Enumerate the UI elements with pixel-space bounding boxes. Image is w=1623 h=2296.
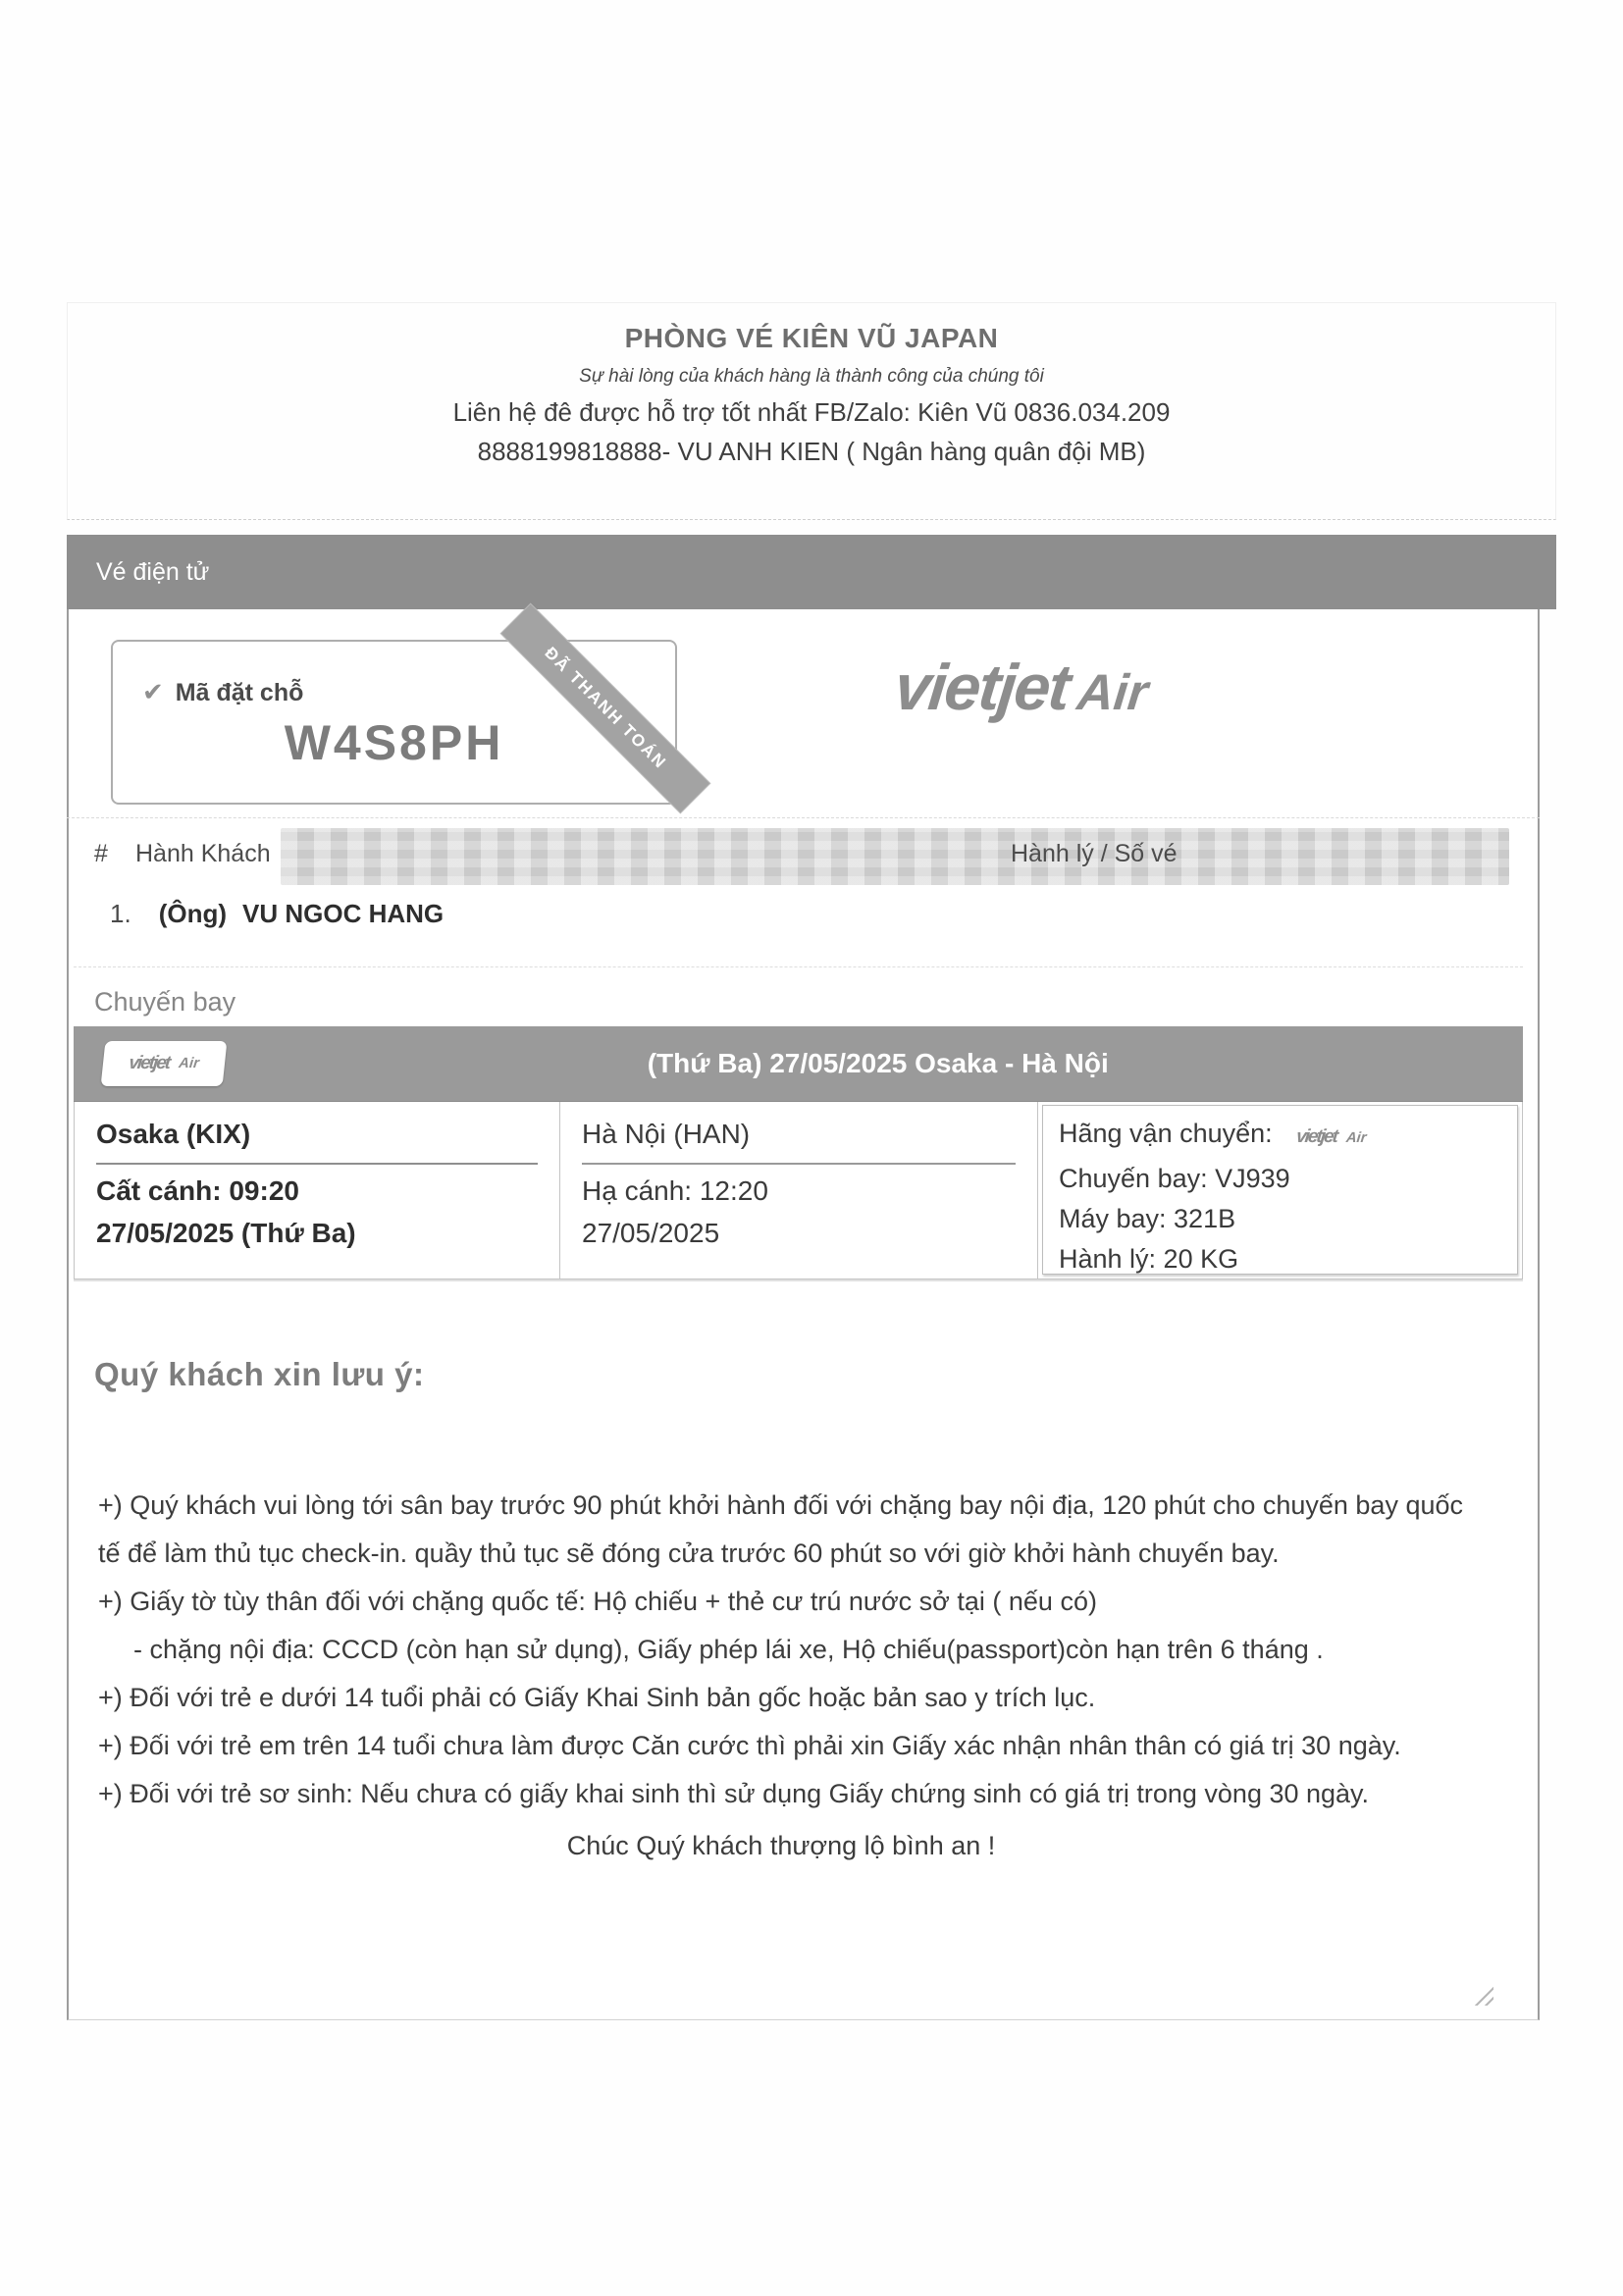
note-item: +) Đối với trẻ e dưới 14 tuổi phải có Giấy Khai Sinh bản gốc hoặc bản sao y trích lục. xyxy=(98,1683,1096,1712)
aircraft-type: Máy bay: 321B xyxy=(1059,1204,1236,1233)
passenger-index: 1. xyxy=(110,899,131,928)
passenger-row xyxy=(110,899,444,929)
arrival-time: Hạ cánh: 12:20 xyxy=(582,1175,768,1206)
eticket-title: Vé điện tử xyxy=(96,558,210,586)
vietjet-carrier-logo: vietjet Air xyxy=(1294,1126,1367,1147)
booking-code-label-row xyxy=(142,677,303,707)
paid-ribbon: ĐÃ THANH TOÁN xyxy=(500,603,711,814)
carrier-cell xyxy=(1038,1101,1522,1278)
passenger-title: (Ông) xyxy=(158,899,227,928)
arrival-date: 27/05/2025 xyxy=(582,1218,720,1248)
flight-table-header xyxy=(74,1026,1523,1101)
flight-table xyxy=(74,1026,1523,1279)
passenger-col-hash: # xyxy=(94,840,108,867)
vietjet-logo xyxy=(891,650,1152,724)
arrival-divider xyxy=(582,1163,1016,1165)
carrier-label: Hãng vận chuyển: xyxy=(1059,1119,1273,1148)
carrier-details-card xyxy=(1042,1105,1518,1275)
redacted-strip xyxy=(281,828,1509,885)
check-icon: ✔ xyxy=(142,677,164,706)
departure-time: Cất cánh: 09:20 xyxy=(96,1175,299,1206)
departure-cell xyxy=(75,1101,560,1278)
departure-date: 27/05/2025 (Thứ Ba) xyxy=(96,1218,356,1248)
arrival-city: Hà Nội (HAN) xyxy=(582,1119,751,1149)
agency-bank-line: 8888199818888- VU ANH KIEN ( Ngân hàng quân đội MB) xyxy=(477,437,1146,466)
booking-code-card xyxy=(111,640,677,805)
carrier-line xyxy=(1059,1114,1501,1159)
passenger-row-divider xyxy=(74,966,1523,967)
note-item: +) Quý khách vui lòng tới sân bay trước 90 phút khởi hành đối với chặng bay nội địa, 120 phút cho chuyến bay quốc tế để làm thủ tục check-in. quầy thủ tục sẽ đóng cửa trước 60 phút so với giờ khởi hành chuyến bay. xyxy=(98,1490,1464,1568)
baggage-allowance: Hành lý: 20 KG xyxy=(1059,1244,1239,1274)
agency-name: PHÒNG VÉ KIÊN VŨ JAPAN xyxy=(624,323,999,353)
flight-table-body xyxy=(74,1101,1523,1279)
passenger-col-name: Hành Khách xyxy=(135,840,271,867)
vietjet-badge-air: Air xyxy=(178,1056,200,1071)
eticket-title-bar xyxy=(67,535,1556,609)
closing-wish: Chúc Quý khách thượng lộ bình an ! xyxy=(566,1831,996,1860)
vietjet-badge xyxy=(101,1041,228,1086)
booking-code: W4S8PH xyxy=(284,715,504,770)
note-item: +) Đối với trẻ sơ sinh: Nếu chưa có giấy khai sinh thì sử dụng Giấy chứng sinh có giá trị trong vòng 30 ngày. xyxy=(98,1779,1370,1808)
vietjet-logo-word: vietjet xyxy=(891,651,1073,723)
notes-heading: Quý khách xin lưu ý: xyxy=(94,1356,425,1392)
flight-date-route: (Thứ Ba) 27/05/2025 Osaka - Hà Nội xyxy=(647,1048,1109,1078)
note-item: +) Đối với trẻ em trên 14 tuổi chưa làm được Căn cước thì phải xin Giấy xác nhận nhân thân có giá trị 30 ngày. xyxy=(98,1731,1401,1760)
passenger-table-divider xyxy=(67,817,1540,818)
note-item: +) Giấy tờ tùy thân đối với chặng quốc tế: Hộ chiếu + thẻ cư trú nước sở tại ( nếu có) xyxy=(98,1587,1097,1616)
agency-header xyxy=(67,302,1556,520)
arrival-cell xyxy=(560,1101,1038,1278)
departure-city: Osaka (KIX) xyxy=(96,1119,251,1149)
vietjet-logo-air: Air xyxy=(1074,663,1151,720)
agency-contact-line: Liên hệ đê được hỗ trợ tốt nhất FB/Zalo: Kiên Vũ 0836.034.209 xyxy=(452,397,1171,427)
agency-tagline: Sự hài lòng của khách hàng là thành công của chúng tôi xyxy=(579,366,1044,387)
flight-number: Chuyến bay: VJ939 xyxy=(1059,1164,1290,1193)
note-item: - chặng nội địa: CCCD (còn hạn sử dụng), Giấy phép lái xe, Hộ chiếu(passport)còn hạn trên 6 tháng . xyxy=(133,1635,1324,1664)
booking-code-label: Mã đặt chỗ xyxy=(175,679,304,706)
passenger-col-baggage: Hành lý / Số vé xyxy=(1011,840,1178,867)
departure-divider xyxy=(96,1163,538,1165)
flight-section-heading: Chuyến bay xyxy=(94,987,236,1017)
passenger-name: VU NGOC HANG xyxy=(242,899,445,928)
vietjet-badge-word: vietjet xyxy=(128,1053,171,1073)
notes-list xyxy=(98,1482,1464,1870)
